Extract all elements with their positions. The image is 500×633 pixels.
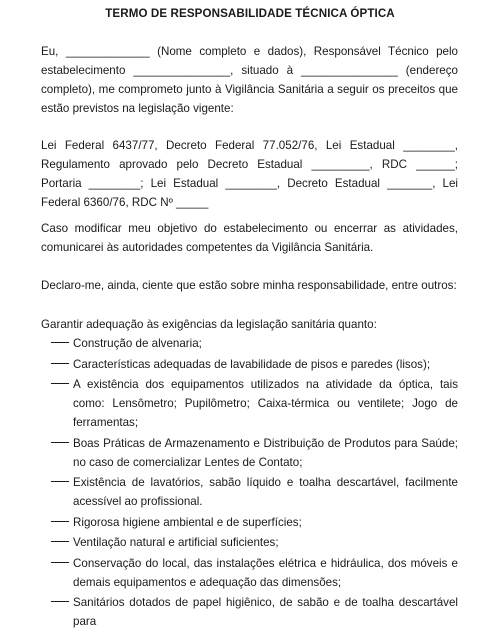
list-item xyxy=(41,473,458,511)
dash-bullet-icon xyxy=(41,513,69,532)
list-item xyxy=(41,355,458,374)
dash-bullet-icon xyxy=(41,533,69,552)
responsibility-list xyxy=(41,334,458,633)
dash-bullet-icon xyxy=(41,434,69,453)
list-item-text: Rigorosa higiene ambiental e de superfícies; xyxy=(73,515,302,529)
paragraph-guarantee: Garantir adequação às exigências da legislação sanitária quanto: xyxy=(41,318,377,331)
list-item xyxy=(41,375,458,432)
dash-bullet-icon xyxy=(41,334,69,353)
list-item-text: Construção de alvenaria; xyxy=(73,337,202,350)
paragraph-identification: Eu, _____________ (Nome completo e dados), Responsável Técnico pelo estabelecimento _______________, situado à _______________ (endereço completo), me comprometo junto à Vigilância Sanitária a seguir os preceitos que estão previstos na legislação vigente: xyxy=(41,45,458,115)
list-item xyxy=(41,513,458,532)
list-item xyxy=(41,554,458,592)
list-item-text: Boas Práticas de Armazenamento e Distribuição de Produtos para Saúde; no caso de comercializar Lentes de Contato; xyxy=(73,436,458,469)
list-item-text: Conservação do local, das instalações elétrica e hidráulica, dos móveis e demais equipamentos e adequação das dimensões; xyxy=(73,556,458,589)
list-item xyxy=(41,593,458,631)
list-item-text: Sanitários dotados de papel higiênico, de sabão e de toalha descartável para xyxy=(73,596,458,628)
paragraph-communication: Caso modificar meu objetivo do estabelecimento ou encerrar as atividades, comunicarei às autoridades competentes da Vigilância Sanitária. xyxy=(41,222,458,254)
dash-bullet-icon xyxy=(41,473,69,492)
dash-bullet-icon xyxy=(41,355,69,374)
list-item-text: A existência dos equipamentos utilizados na atividade da óptica, tais como: Lensômetro; Pupilômetro; Caixa-térmica ou ventilete; Jogo de ferramentas; xyxy=(73,378,458,429)
dash-bullet-icon xyxy=(41,375,69,394)
paragraph-declaration: Declaro-me, ainda, ciente que estão sobre minha responsabilidade, entre outros: xyxy=(41,279,457,292)
list-item-text: Características adequadas de lavabilidade de pisos e paredes (lisos); xyxy=(73,357,431,371)
list-item-text: Existência de lavatórios, sabão líquido e toalha descartável, facilmente acessível ao profissional. xyxy=(73,476,458,508)
list-item xyxy=(41,434,458,472)
list-item xyxy=(41,533,458,552)
list-item xyxy=(41,334,458,353)
dash-bullet-icon xyxy=(41,593,69,612)
list-item-text: Ventilação natural e artificial suficientes; xyxy=(73,536,279,549)
paragraph-legislation: Lei Federal 6437/77, Decreto Federal 77.052/76, Lei Estadual ________, Regulamento aprovado pelo Decreto Estadual _________, RDC ______; Portaria ________; Lei Estadual ________, Decreto Estadual _______, Lei Federal 6360/76, RDC Nº _____ xyxy=(41,139,458,209)
dash-bullet-icon xyxy=(41,554,69,573)
document-title: TERMO DE RESPONSABILIDADE TÉCNICA ÓPTICA xyxy=(105,7,395,20)
